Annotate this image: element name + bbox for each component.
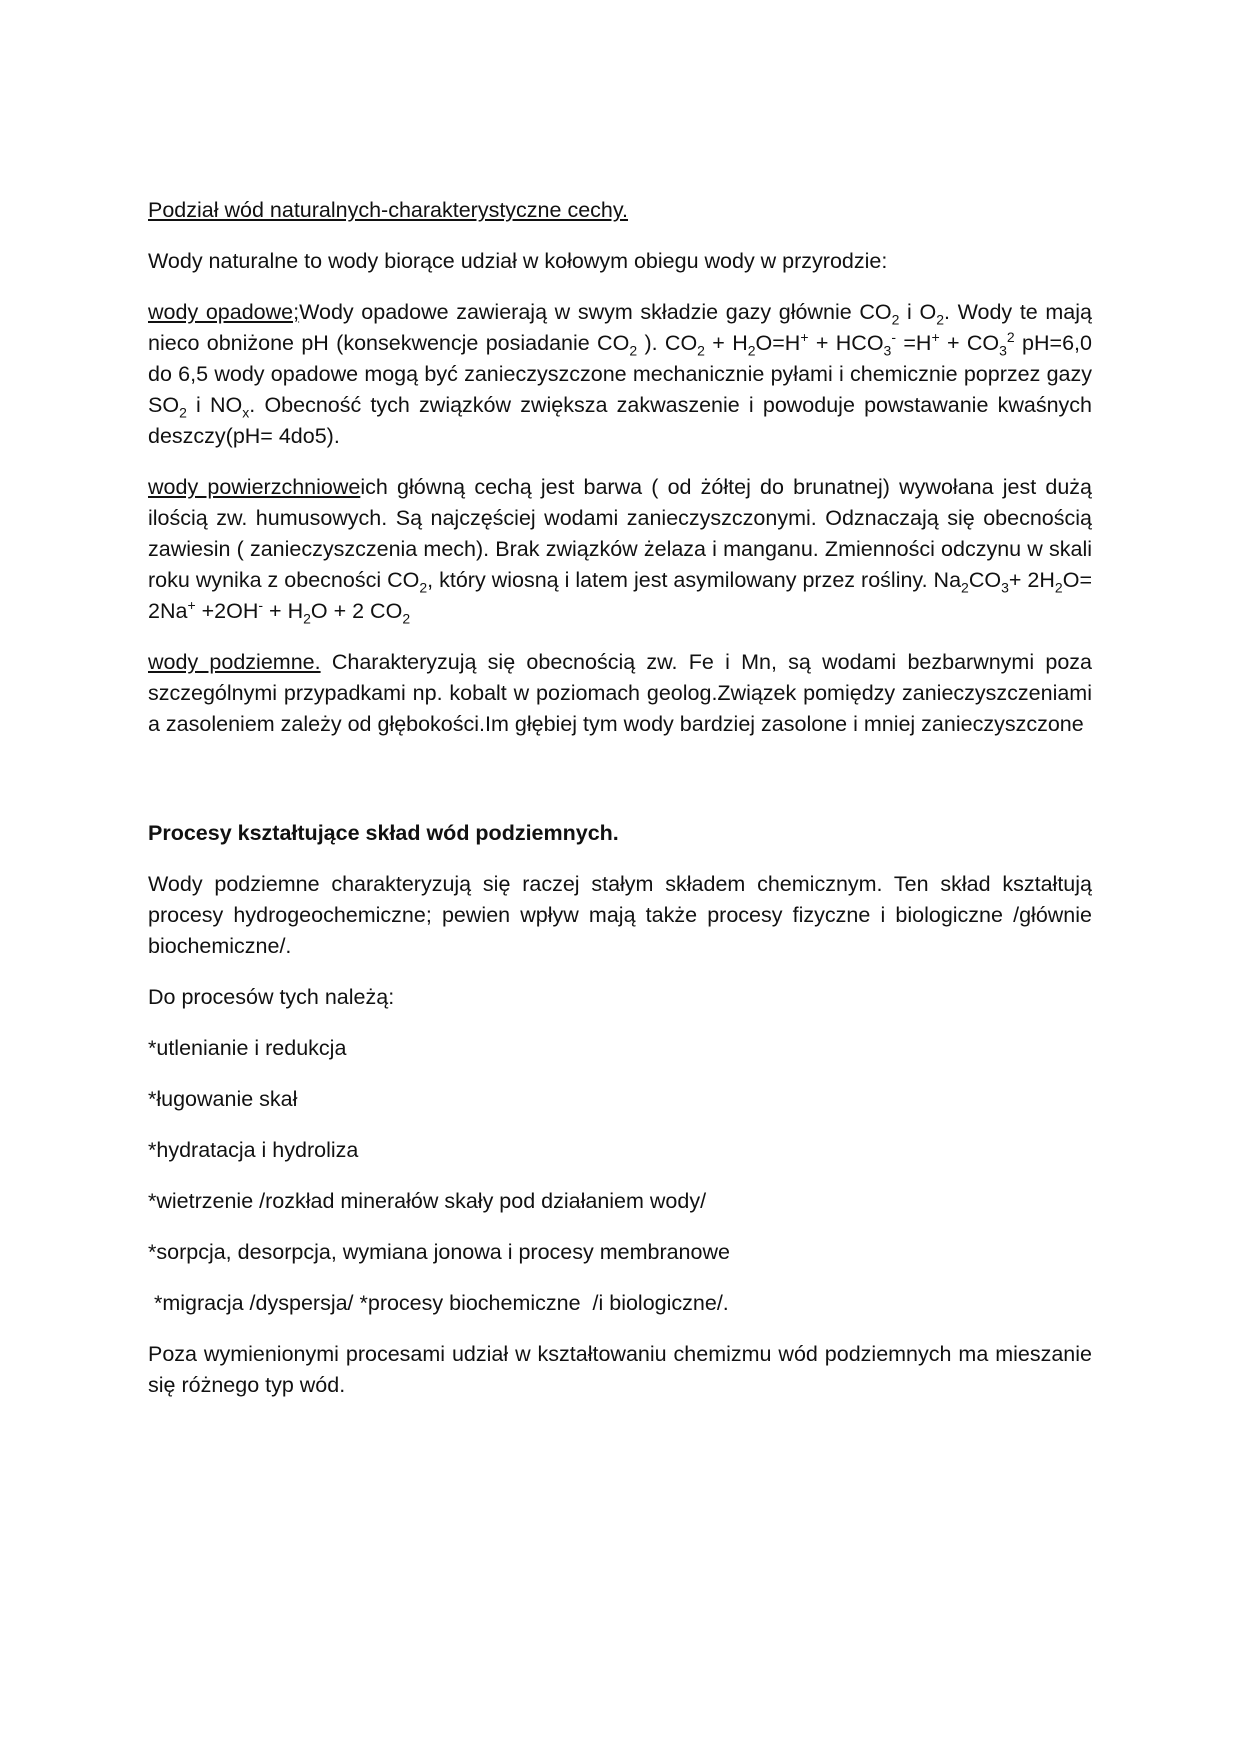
paragraph-wody-powierzchniowe: wody powierzchnioweich główną cechą jest barwa ( od żółtej do brunatnej) wywołana jest dużą ilością zw. humusowych. Są najczęściej wodami zanieczyszczonymi. Odznaczają się obecnością zawiesin ( zanieczyszczenia mech). Brak związków żelaza i manganu. Zmienności odczynu w skali roku wynika z obecności $CO_2$, który wiosną i latem jest asymilowany przez rośliny. $Na_2CO_3+ 2H_2O= 2Na^+ +2OH^- + H_2O + 2$ $CO_2$ [148, 475, 1092, 627]
paragraph-procesy-intro: Wody podziemne charakteryzują się raczej stałym składem chemicznym. Ten skład kształtują procesy hydrogeochemiczne; pewien wpływ mają także procesy fizyczne i biologiczne /głównie biochemiczne/. [148, 872, 1092, 958]
list-item: *sorpcja, desorpcja, wymiana jonowa i procesy membranowe [148, 1240, 730, 1264]
label-wody-powierzchniowe: wody powierzchniowe [148, 475, 361, 499]
label-wody-opadowe: wody opadowe; [148, 300, 300, 324]
document-page [148, 195, 1092, 1421]
paragraph-wody-podziemne: wody podziemne. Charakteryzują się obecnością zw. Fe i Mn, są wodami bezbarwnymi poza szczególnymi przypadkami np. kobalt w poziomach geolog.Związek pomiędzy zanieczyszczeniami a zasoleniem zależy od głębokości.Im głębiej tym wody bardziej zasolone i mniej zanieczyszczone [148, 650, 1092, 736]
list-item: *migracja /dyspersja/ *procesy biochemiczne /i biologiczne/. [148, 1291, 729, 1315]
list-item: *ługowanie skał [148, 1087, 298, 1111]
list-item: *utlenianie i redukcja [148, 1036, 347, 1060]
label-wody-podziemne: wody podziemne. [148, 650, 321, 674]
paragraph-wody-opadowe: wody opadowe;Wody opadowe zawierają w swym składzie gazy głównie $CO_2$ i $O_2$. Wody te mają nieco obniżone pH (konsekwencje posiadanie $CO_2$ ). $CO_2 + H_2O=H^+ + HCO_3^- =H^+ + CO_3^2$ pH=6,0 do 6,5 wody opadowe mogą być zanieczyszczone mechanicznie pyłami i chemicznie poprzez gazy $SO_2$ i $NO_x$. Obecność tych związków zwiększa zakwaszenie i powoduje powstawanie kwaśnych deszczy(pH= 4do5). [148, 300, 1092, 448]
section-title-podzial: Podział wód naturalnych-charakterystyczne cechy. [148, 198, 628, 222]
intro-paragraph: Wody naturalne to wody biorące udział w kołowym obiegu wody w przyrodzie: [148, 249, 888, 273]
list-item: *hydratacja i hydroliza [148, 1138, 359, 1162]
paragraph-procesy-summary: Poza wymienionymi procesami udział w kształtowaniu chemizmu wód podziemnych ma mieszanie się różnego typ wód. [148, 1342, 1092, 1397]
paragraph-procesy-list-intro: Do procesów tych należą: [148, 985, 395, 1009]
section-spacer [148, 760, 1092, 818]
section-title-procesy: Procesy kształtujące skład wód podziemnych. [148, 821, 619, 845]
list-item: *wietrzenie /rozkład minerałów skały pod działaniem wody/ [148, 1189, 707, 1213]
